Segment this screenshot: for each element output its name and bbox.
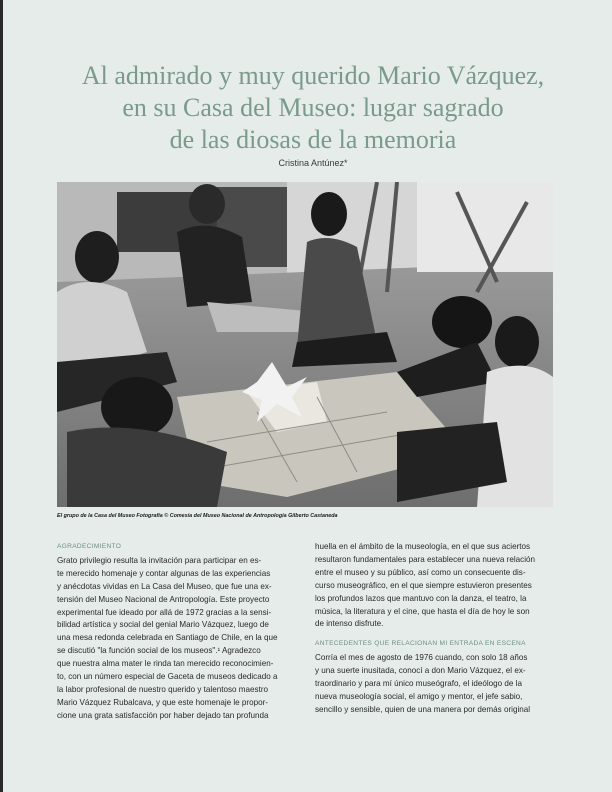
body-line: cione una grata satisfacción por haber dejado tan profunda [57, 710, 269, 720]
paragraph-gap [315, 631, 560, 638]
body-line: Corría el mes de agosto de 1976 cuando, con solo 18 años [315, 653, 528, 663]
body-line: resultaron fundamentales para establecer una nueva relación [315, 554, 536, 564]
section-heading-antecedentes: ANTECEDENTES QUE RELACIONAN MI ENTRADA EN ESCENA [315, 640, 526, 648]
body-line: bilidad artística y social del genial Mario Vázquez, luego de [57, 620, 269, 630]
body-line: Grato privilegio resulta la invitación para participar en es- [57, 555, 262, 565]
body-line: Mario Vázquez Rubalcava, y que este homenaje le propor- [57, 697, 269, 707]
body-line: traordinario y para mí único museógrafo, el ideólogo de la [315, 679, 522, 689]
body-line: la labor profesional de nuestro querido y talentoso maestro [57, 684, 269, 694]
right-column [315, 541, 560, 717]
body-line: música, la literatura y el cine, que hasta el día de hoy le son [315, 606, 530, 616]
body-line: sencillo y sensible, quien de una manera por demás original [315, 704, 531, 714]
body-line: curso museográfico, en el que siempre estuvieron presentes [315, 580, 532, 590]
body-line: y anécdotas vividas en La Casa del Museo, que fue una ex- [57, 581, 272, 591]
group-photo [57, 182, 553, 507]
section-heading-agradecimiento: AGRADECIMIENTO [57, 543, 122, 550]
body-line: te merecido homenaje y contar algunas de las experiencias [57, 568, 271, 578]
body-line: entre el museo y su público, así como un consecuente dis- [315, 567, 526, 577]
body-line: una mesa redonda celebrada en Santiago de Chile, en la que [57, 633, 278, 643]
title-line-3: de las diosas de la memoria [169, 125, 457, 154]
body-line: y una suerte inusitada, conocí a don Mario Vázquez, el ex- [315, 666, 526, 676]
body-line: los profundos lazos que mantuvo con la danza, el teatro, la [315, 593, 527, 603]
body-line: nueva museología social, el amigo y mentor, el jefe sabio, [315, 691, 523, 701]
body-line: tensión del Museo Nacional de Antropología. Este proyecto [57, 594, 270, 604]
body-line: experimental fue ideado por allá de 1972 gracias a la sensi- [57, 607, 272, 617]
body-line: se discutió "la función social de los museos".¹ Agradezco [57, 646, 261, 656]
body-line: de intenso disfrute. [315, 619, 384, 629]
article-title [43, 60, 583, 156]
body-line: to, con un número especial de Gaceta de museos dedicado a [57, 672, 278, 682]
title-line-2: en su Casa del Museo: lugar sagrado [122, 93, 504, 122]
photo-caption: El grupo de la Casa del Museo Fotografía © Comesía del Museo Nacional de Antropología Gilberto Castaneda [57, 513, 338, 519]
left-column [57, 541, 302, 723]
body-line: que nuestra alma mater le rinda tan merecido reconocimien- [57, 659, 274, 669]
body-line: huella en el ámbito de la museología, en el que sus aciertos [315, 542, 531, 551]
author-name: Cristina Antúnez* [278, 158, 348, 168]
title-line-1: Al admirado y muy querido Mario Vázquez, [81, 61, 545, 90]
